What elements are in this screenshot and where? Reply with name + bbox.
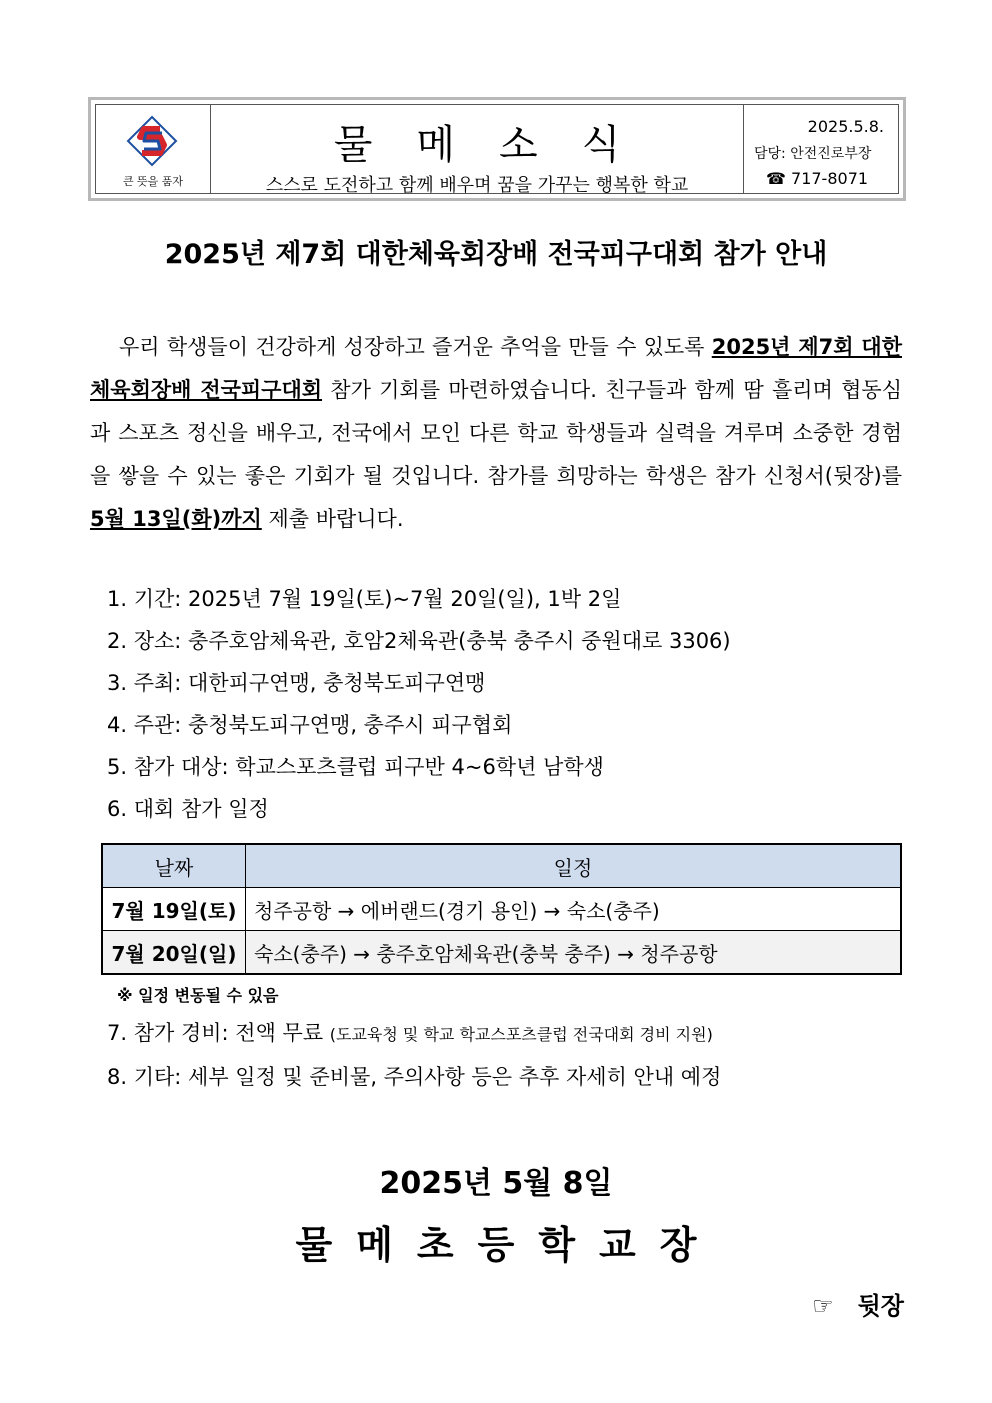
list-item: 3. 주최: 대한피구연맹, 충청북도피구연맹 bbox=[107, 671, 486, 695]
logo-caption: 큰 뜻을 품자 bbox=[122, 175, 184, 188]
intro-text-3: 제출 바랍니다. bbox=[261, 507, 404, 531]
list-item: 6. 대회 참가 일정 bbox=[107, 797, 269, 821]
signature-date: 2025년 5월 8일 bbox=[379, 1166, 613, 1201]
cost-item: 7. 참가 경비: 전액 무료 bbox=[107, 1021, 330, 1045]
event-name: 2025년 제7회 대한체육회장배 전국피구대회 bbox=[90, 335, 902, 402]
info-list-2 bbox=[107, 1012, 721, 1098]
contact-phone: ☎ 717-8071 bbox=[766, 169, 869, 188]
back-page-label: 뒷장 bbox=[857, 1292, 904, 1320]
school-emblem-icon bbox=[126, 115, 178, 167]
document-title: 2025년 제7회 대한체육회장배 전국피구대회 참가 안내 bbox=[164, 239, 828, 270]
person-in-charge: 담당: 안전진로부장 bbox=[754, 146, 872, 162]
back-page-notice bbox=[812, 1286, 904, 1321]
table-row bbox=[102, 931, 901, 975]
column-header-plan: 일정 bbox=[246, 844, 902, 888]
info-list bbox=[107, 578, 731, 830]
cost-note: (도교육청 및 학교 학교스포츠클럽 전국대회 경비 지원) bbox=[329, 1025, 713, 1044]
row-date: 7월 19일(토) bbox=[102, 888, 246, 931]
school-logo bbox=[96, 105, 211, 193]
issue-date: 2025.5.8. bbox=[807, 117, 884, 136]
table-row bbox=[102, 888, 901, 931]
row-plan: 청주공항 → 에버랜드(경기 용인) → 숙소(충주) bbox=[246, 888, 902, 931]
intro-text-2: 참가 기회를 마련하였습니다. 친구들과 함께 땀 흘리며 협동심과 스포츠 정신을 배우고, 전국에서 모인 다른 학교 학생들과 실력을 겨루며 소중한 경험을 쌓을 수 있는 좋은 기회가 될 것입니다. 참가를 희망하는 학생은 참가 신청서(뒷장)를 bbox=[90, 378, 902, 488]
principal-signature: 물메초등학교장 bbox=[295, 1223, 721, 1267]
row-plan: 숙소(충주) → 충주호암체육관(충북 충주) → 청주공항 bbox=[246, 931, 902, 975]
pointing-hand-icon: ☞ bbox=[812, 1292, 834, 1320]
list-item: 4. 주관: 충청북도피구연맹, 충주시 피구협회 bbox=[107, 713, 513, 737]
schedule-note: ※ 일정 변동될 수 있음 bbox=[117, 986, 279, 1005]
row-date: 7월 20일(일) bbox=[102, 931, 246, 975]
intro-paragraph bbox=[90, 326, 902, 541]
school-motto: 스스로 도전하고 함께 배우며 꿈을 가꾸는 행복한 학교 bbox=[265, 175, 689, 196]
deadline: 5월 13일(화)까지 bbox=[90, 507, 262, 531]
schedule-table bbox=[101, 843, 902, 975]
list-item: 5. 참가 대상: 학교스포츠클럽 피구반 4~6학년 남학생 bbox=[107, 755, 604, 779]
etc-item: 8. 기타: 세부 일정 및 준비물, 주의사항 등은 추후 자세히 안내 예정 bbox=[107, 1065, 722, 1089]
newsletter-header bbox=[88, 97, 906, 201]
newsletter-title: 물메소식 bbox=[333, 122, 665, 168]
intro-text-1: 우리 학생들이 건강하게 성장하고 즐거운 추억을 만들 수 있도록 bbox=[119, 335, 712, 359]
column-header-date: 날짜 bbox=[102, 844, 246, 888]
list-item: 2. 장소: 충주호암체육관, 호암2체육관(충북 충주시 중원대로 3306) bbox=[107, 629, 731, 653]
list-item: 1. 기간: 2025년 7월 19일(토)~7월 20일(일), 1박 2일 bbox=[107, 587, 622, 611]
